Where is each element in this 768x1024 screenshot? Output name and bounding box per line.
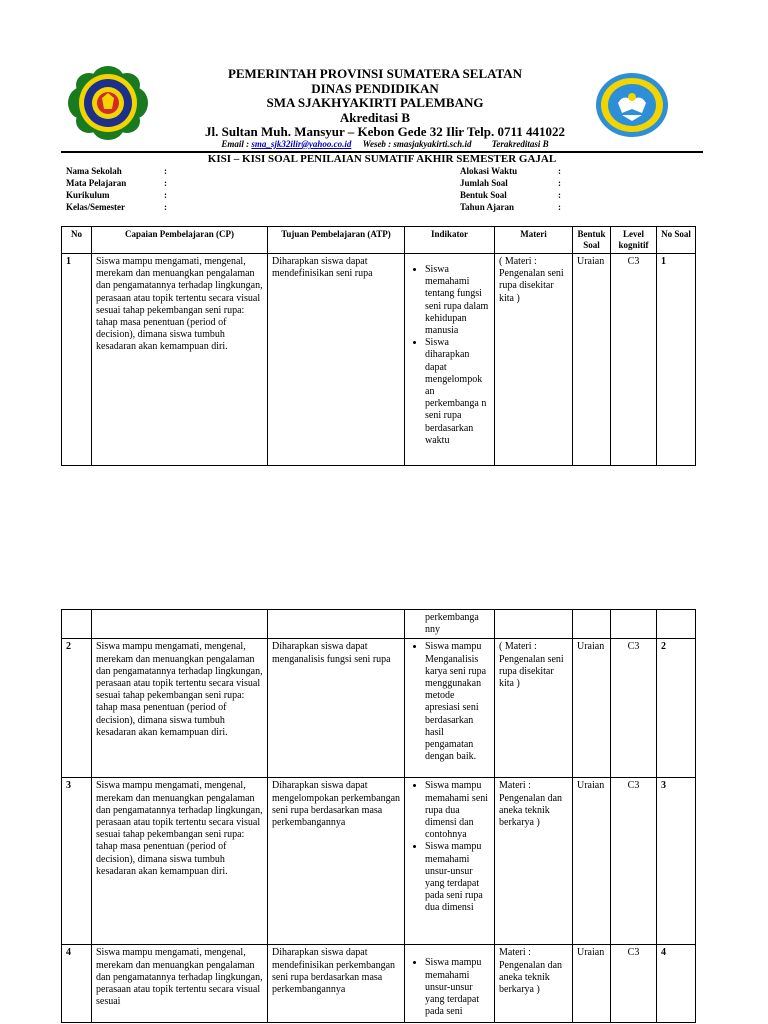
- cell-materi: ( Materi : Pengenalan seni rupa disekitar kita ): [495, 254, 573, 466]
- cell-indikator: [405, 778, 495, 945]
- meta-label: Nama Sekolah: [66, 166, 122, 176]
- header-line2: DINAS PENDIDIKAN: [311, 81, 439, 96]
- cell-bentuk: Uraian: [573, 945, 611, 1023]
- header-address: Jl. Sultan Muh. Mansyur – Kebon Gede 32 Ilir Telp. 0711 441022: [205, 124, 565, 139]
- cell-indikator: [405, 639, 495, 778]
- cell-level: C3: [611, 945, 657, 1023]
- meta-label: Tahun Ajaran: [460, 202, 514, 212]
- col-no-soal: No Soal: [657, 227, 696, 254]
- header-line1: PEMERINTAH PROVINSI SUMATERA SELATAN: [227, 66, 523, 81]
- indicator-item: • Siswa mampu memahami unsur-unsur yang terdapat pada seni rupa dua dimensi: [425, 841, 490, 914]
- table-row: [62, 639, 696, 778]
- cell-materi: ( Materi : Pengenalan seni rupa disekitar kita ): [495, 639, 573, 778]
- meta-colon: :: [558, 166, 561, 176]
- meta-colon: :: [164, 178, 167, 188]
- table-header-row: [62, 227, 696, 254]
- cell-no-soal: 1: [657, 254, 696, 466]
- meta-label: Bentuk Soal: [460, 190, 507, 200]
- cell-no-soal: 2: [657, 639, 696, 778]
- cell-no-soal: 4: [657, 945, 696, 1023]
- cell-indikator: [405, 610, 495, 639]
- meta-label: Jumlah Soal: [460, 178, 508, 188]
- header-line3: SMA SJAKHYAKIRTI PALEMBANG: [266, 95, 484, 110]
- accreditation-text: Terakreditasi B: [491, 139, 549, 149]
- col-level: Level kognitif: [611, 227, 657, 254]
- meta-label: Mata Pelajaran: [66, 178, 127, 188]
- indicator-item: • Siswa diharapkan dapat mengelompok an perkembanga n seni rupa berdasarkan waktu: [425, 337, 490, 447]
- meta-colon: :: [164, 202, 167, 212]
- kisi-table-page2: [61, 609, 696, 1023]
- col-indikator: Indikator: [405, 227, 495, 254]
- meta-label: Kelas/Semester: [66, 202, 125, 212]
- meta-colon: :: [558, 178, 561, 188]
- school-emblem-icon: [66, 66, 150, 140]
- cell-indikator: [405, 945, 495, 1023]
- indicator-item: • Siswa memahami tentang fungsi seni rupa dalam kehidupan manusia: [425, 264, 490, 337]
- meta-label: Kurikulum: [66, 190, 110, 200]
- cell-atp: Diharapkan siswa dapat mendefinisikan perkembangan seni rupa berdasarkan masa perkembangannya: [268, 945, 405, 1023]
- indicator-continuation: perkembanga nny: [425, 612, 479, 636]
- table-row: [62, 945, 696, 1023]
- col-atp: Tujuan Pembelajaran (ATP): [268, 227, 405, 254]
- header-contact: [150, 139, 620, 149]
- cell-cp: Siswa mampu mengamati, mengenal, merekam dan menuangkan pengalaman dan pengamatannya terhadap lingkungan, perasaan atau topik tertentu secara visual sesuai tahap pekembangan seni rupa: tahap masa penentuan (period of decision), dimana siswa tumbuh kesadaran akan kemampuan diri.: [92, 254, 268, 466]
- indicator-item: • Siswa mampu Menganalisis karya seni rupa menggunakan metode apresiasi seni berdasarkan hasil pengamatan dengan baik.: [425, 641, 490, 763]
- meta-colon: :: [164, 190, 167, 200]
- col-materi: Materi: [495, 227, 573, 254]
- meta-colon: :: [558, 190, 561, 200]
- indicator-item: • Siswa mampu memahami seni rupa dua dimensi dan contohnya: [425, 780, 490, 841]
- indicator-item: • Siswa mampu memahami unsur-unsur yang terdapat pada seni: [425, 957, 490, 1018]
- cell-no: 4: [62, 945, 92, 1023]
- cell-bentuk: Uraian: [573, 254, 611, 466]
- kisi-table-page1: [61, 226, 696, 466]
- meta-colon: :: [558, 202, 561, 212]
- col-no: No: [62, 227, 92, 254]
- col-cp: Capaian Pembelajaran (CP): [92, 227, 268, 254]
- document-title: KISI – KISI SOAL PENILAIAN SUMATIF AKHIR SEMESTER GAJAL: [207, 153, 557, 165]
- header-line4: Akreditasi B: [339, 110, 411, 125]
- meta-label: Alokasi Waktu: [460, 166, 518, 176]
- cell-bentuk: Uraian: [573, 639, 611, 778]
- table-row: [62, 254, 696, 466]
- cell-no-soal: 3: [657, 778, 696, 945]
- cell-materi: Materi : Pengenalan dan aneka teknik berkarya ): [495, 945, 573, 1023]
- cell-cp: Siswa mampu mengamati, mengenal, merekam dan menuangkan pengalaman dan pengamatannya terhadap lingkungan, perasaan atau topik tertentu secara visual sesuai: [92, 945, 268, 1023]
- cell-cp: Siswa mampu mengamati, mengenal, merekam dan menuangkan pengalaman dan pengamatannya terhadap lingkungan, perasaan atau topik tertentu secara visual sesuai tahap pekembangan seni rupa: tahap masa penentuan (period of decision), dimana siswa tumbuh kesadaran akan kemampuan diri.: [92, 778, 268, 945]
- cell-no: 2: [62, 639, 92, 778]
- cell-no: 1: [62, 254, 92, 466]
- cell-atp: Diharapkan siswa dapat mengelompokan perkembangan seni rupa berdasarkan masa perkembangannya: [268, 778, 405, 945]
- cell-atp: Diharapkan siswa dapat menganalisis fungsi seni rupa: [268, 639, 405, 778]
- cell-level: C3: [611, 639, 657, 778]
- table-row: [62, 610, 696, 639]
- website-text: Weseb : smasjakyakirti.sch.id: [362, 139, 472, 149]
- cell-atp: Diharapkan siswa dapat mendefinisikan seni rupa: [268, 254, 405, 466]
- email-label: Email :: [221, 139, 252, 149]
- col-bentuk: Bentuk Soal: [573, 227, 611, 254]
- cell-bentuk: Uraian: [573, 778, 611, 945]
- cell-indikator: [405, 254, 495, 466]
- table-row: [62, 778, 696, 945]
- email-link[interactable]: sma_sjk32ilir@yahoo.co.id: [251, 139, 352, 149]
- cell-no: 3: [62, 778, 92, 945]
- cell-cp: Siswa mampu mengamati, mengenal, merekam dan menuangkan pengalaman dan pengamatannya terhadap lingkungan, perasaan atau topik tertentu secara visual sesuai tahap pekembangan seni rupa: tahap masa penentuan (period of decision), dimana siswa tumbuh kesadaran akan kemampuan diri.: [92, 639, 268, 778]
- cell-level: C3: [611, 254, 657, 466]
- cell-level: C3: [611, 778, 657, 945]
- meta-colon: :: [164, 166, 167, 176]
- cell-materi: Materi : Pengenalan dan aneka teknik berkarya ): [495, 778, 573, 945]
